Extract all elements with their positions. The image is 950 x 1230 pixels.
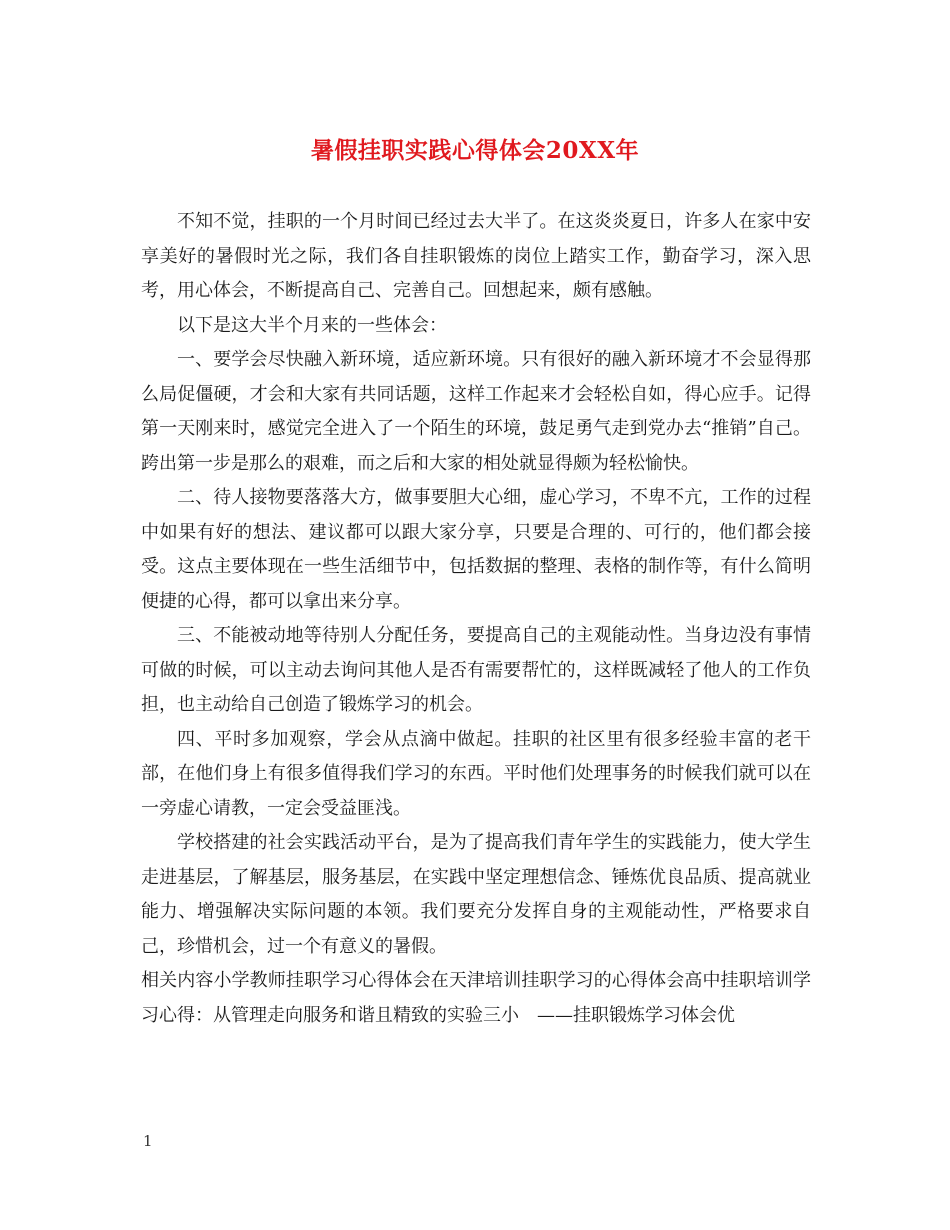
document-body	[141, 205, 811, 1033]
document-title: 暑假挂职实践心得体会20XX年	[310, 137, 640, 164]
paragraph-lead: 以下是这大半个月来的一些体会：	[177, 314, 447, 336]
paragraph-point-1: 一、要学会尽快融入新环境，适应新环境。只有很好的融入新环境才不会显得那么局促僵硬，才会和大家有共同话题，这样工作起来才会轻松自如，得心应手。记得第一天刚来时，感觉完全进入了一个陌生的环境，鼓足勇气走到党办去“推销”自己。跨出第一步是那么的艰难，而之后和大家的相处就显得颇为轻松愉快。	[141, 349, 811, 474]
paragraph-intro: 不知不觉，挂职的一个月时间已经过去大半了。在这炎炎夏日，许多人在家中安享美好的暑假时光之际，我们各自挂职锻炼的岗位上踏实工作，勤奋学习，深入思考，用心体会，不断提高自己、完善自己。回想起来，颇有感触。	[141, 211, 811, 301]
paragraph-point-4: 四、平时多加观察，学会从点滴中做起。挂职的社区里有很多经验丰富的老干部，在他们身上有很多值得我们学习的东西。平时他们处理事务的时候我们就可以在一旁虚心请教，一定会受益匪浅。	[141, 728, 811, 819]
paragraph-conclusion: 学校搭建的社会实践活动平台，是为了提高我们青年学生的实践能力，使大学生走进基层，了解基层，服务基层，在实践中坚定理想信念、锤炼优良品质、提高就业能力、增强解决实际问题的本领。我们要充分发挥自身的主观能动性，严格要求自己，珍惜机会，过一个有意义的暑假。	[141, 832, 811, 957]
paragraph-point-2: 二、待人接物要落落大方，做事要胆大心细，虚心学习，不卑不亢，工作的过程中如果有好的想法、建议都可以跟大家分享，只要是合理的、可行的，他们都会接受。这点主要体现在一些生活细节中，包括数据的整理、表格的制作等，有什么简明便捷的心得，都可以拿出来分享。	[141, 487, 811, 612]
related-content: 相关内容小学教师挂职学习心得体会在天津培训挂职学习的心得体会高中挂职培训学习心得：从管理走向服务和谐且精致的实验三小 ——挂职锻炼学习体会优	[141, 970, 811, 1026]
page-number: 1	[143, 1132, 153, 1150]
paragraph-point-3: 三、不能被动地等待别人分配任务，要提高自己的主观能动性。当身边没有事情可做的时候，可以主动去询问其他人是否有需要帮忙的，这样既减轻了他人的工作负担，也主动给自己创造了锻炼学习的机会。	[141, 625, 811, 715]
